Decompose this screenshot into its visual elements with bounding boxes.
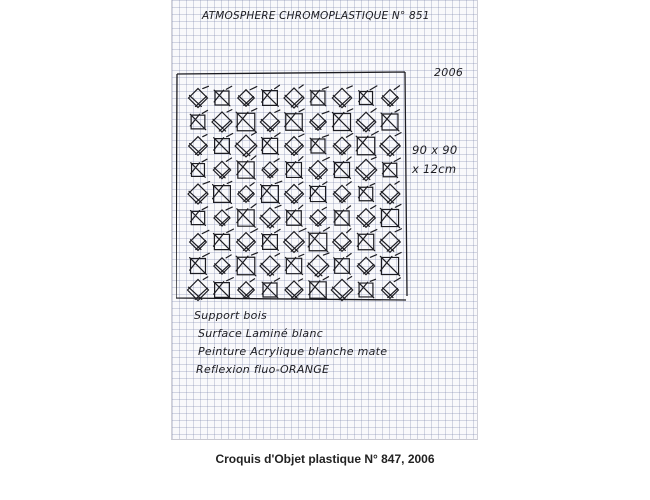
pattern-motif	[334, 206, 351, 226]
pattern-motif	[237, 204, 256, 227]
pattern-motif	[358, 279, 375, 298]
pattern-motif	[310, 135, 328, 154]
pattern-motif	[188, 277, 209, 301]
pattern-motif	[380, 229, 402, 253]
pattern-motif	[191, 207, 208, 226]
pattern-motif	[284, 85, 304, 108]
pattern-motif	[214, 133, 233, 154]
pattern-motif	[214, 86, 232, 106]
pattern-motif	[189, 135, 208, 156]
pattern-motif	[358, 184, 374, 202]
note-line-paint: Peinture Acrylique blanche mate	[198, 345, 388, 358]
pattern-motif	[334, 254, 351, 275]
pattern-motif	[214, 255, 231, 274]
pattern-motif	[237, 229, 258, 252]
pattern-motif	[380, 181, 400, 204]
dimensions-line-1: 90 x 90	[412, 143, 458, 157]
pattern-motif	[237, 156, 256, 179]
pattern-motif	[235, 132, 257, 157]
pattern-motif	[285, 254, 303, 274]
sketch-year: 2006	[434, 66, 464, 79]
pattern-motif	[382, 278, 401, 298]
pattern-motif	[190, 230, 209, 250]
pattern-motif	[357, 230, 376, 251]
pattern-motif	[262, 159, 279, 178]
notebook-sheet	[171, 0, 478, 440]
pattern-motif	[261, 133, 280, 155]
pattern-motif	[284, 229, 306, 253]
pattern-motif	[382, 158, 400, 177]
pattern-motif	[357, 255, 376, 275]
pattern-motif	[188, 182, 210, 204]
pattern-motif	[309, 157, 330, 179]
pattern-motif	[381, 110, 399, 131]
pattern-motif	[333, 229, 352, 252]
pattern-motif	[359, 86, 377, 105]
pattern-motif	[213, 158, 231, 179]
pattern-motif	[212, 110, 232, 132]
pattern-motif	[356, 131, 378, 155]
pattern-motif	[308, 227, 329, 252]
pattern-motif	[333, 182, 351, 203]
pattern-motif	[309, 182, 326, 203]
pattern-motif	[380, 204, 401, 227]
pattern-motif	[333, 133, 353, 154]
sketch-title: ATMOSPHERE CHROMOPLASTIQUE N° 851	[202, 10, 430, 22]
pattern-motif	[214, 207, 232, 226]
pattern-motif	[356, 109, 376, 132]
pattern-motif	[238, 183, 254, 203]
pattern-drawing	[176, 70, 408, 302]
pattern-motif	[355, 157, 376, 180]
pattern-motif	[236, 109, 257, 132]
pattern-motif	[310, 87, 328, 106]
material-notes	[194, 307, 388, 379]
pattern-motif	[307, 253, 329, 277]
pattern-motif	[191, 159, 207, 177]
pattern-motif	[380, 133, 401, 157]
pattern-motif	[214, 278, 234, 299]
pattern-motif	[334, 157, 352, 178]
pattern-motif	[286, 205, 303, 226]
pattern-motif	[262, 278, 279, 298]
pattern-motif	[238, 279, 255, 298]
pattern-motif	[331, 276, 352, 300]
pattern-motif	[382, 86, 400, 107]
dimensions-note	[412, 141, 457, 179]
pattern-motif	[190, 253, 210, 274]
pattern-motif	[213, 181, 232, 203]
figure-caption: Croquis d'Objet plastique N° 847, 2006	[215, 452, 435, 466]
pattern-motif	[285, 134, 304, 155]
dimensions-line-2: x 12cm	[412, 162, 457, 176]
note-line-support: Support bois	[194, 309, 268, 322]
pattern-motif	[285, 109, 305, 131]
pattern-motif	[236, 253, 257, 276]
pattern-motif	[260, 254, 280, 276]
pattern-motif	[309, 277, 329, 300]
pattern-motif	[310, 207, 327, 226]
note-line-reflection: Reflexion fluo-ORANGE	[196, 363, 330, 376]
pattern-motif	[260, 205, 281, 228]
pattern-motif	[332, 109, 352, 132]
pattern-motif	[190, 110, 207, 129]
pattern-motif	[238, 87, 257, 107]
pattern-motif	[380, 252, 401, 275]
pattern-motif	[260, 110, 279, 132]
pattern-motif	[357, 206, 376, 228]
pattern-motif	[332, 86, 352, 108]
pattern-motif	[262, 85, 280, 106]
square-pattern	[188, 85, 402, 301]
pattern-motif	[261, 181, 282, 203]
pattern-motif	[285, 279, 303, 299]
pattern-motif	[262, 229, 280, 250]
pattern-motif	[286, 157, 303, 179]
pattern-motif	[310, 111, 329, 130]
pattern-motif	[213, 229, 233, 250]
pattern-motif	[189, 86, 209, 107]
pattern-motif	[285, 182, 304, 204]
note-line-surface: Surface Laminé blanc	[198, 327, 324, 340]
